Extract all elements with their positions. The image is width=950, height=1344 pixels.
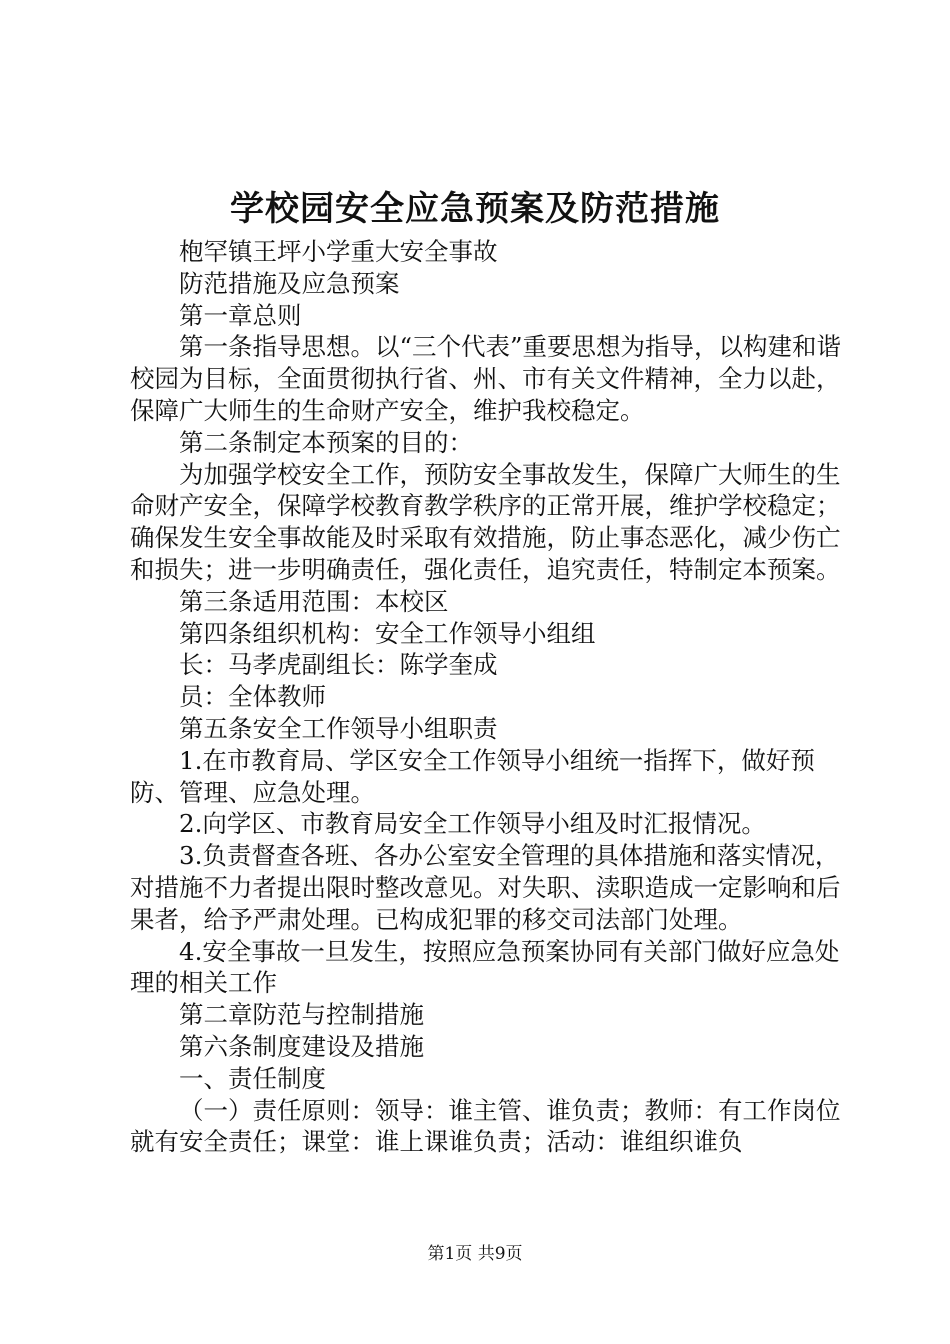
paragraph: 第六条制度建设及措施	[179, 1031, 424, 1061]
paragraph: 防范措施及应急预案	[179, 268, 400, 298]
paragraph: 第一条指导思想。以“三个代表”重要思想为指导，以构建和谐校园为目标，全面贯彻执行省、州、市有关文件精神，全力以赴，保障广大师生的生命财产安全，维护我校稳定。	[130, 332, 842, 425]
page-footer: 第1页 共9页	[427, 1244, 523, 1264]
paragraph: 第一章总则	[179, 300, 302, 330]
paragraph: 2.向学区、市教育局安全工作领导小组及时汇报情况。	[179, 809, 766, 839]
paragraph: 长：马孝虎副组长：陈学奎成	[179, 650, 498, 680]
paragraph: 4.安全事故一旦发生，按照应急预案协同有关部门做好应急处理的相关工作	[130, 936, 840, 998]
paragraph: 员：全体教师	[179, 682, 326, 712]
paragraph: 第二章防范与控制措施	[179, 1000, 424, 1030]
paragraph: 第四条组织机构：安全工作领导小组组	[179, 618, 596, 648]
document-body	[130, 236, 842, 1158]
paragraph: 枹罕镇王坪小学重大安全事故	[179, 237, 498, 266]
paragraph: 为加强学校安全工作，预防安全事故发生，保障广大师生的生命财产安全，保障学校教育教学秩序的正常开展，维护学校稳定；确保发生安全事故能及时采取有效措施，防止事态恶化，减少伤亡和损失；进一步明确责任，强化责任，追究责任，特制定本预案。	[130, 459, 841, 584]
paragraph: （一）责任原则：领导：谁主管、谁负责；教师：有工作岗位就有安全责任；课堂：谁上课谁负责；活动：谁组织谁负	[130, 1095, 841, 1157]
paragraph: 第二条制定本预案的目的：	[179, 427, 473, 457]
paragraph: 第三条适用范围：本校区	[179, 586, 449, 616]
paragraph: 1.在市教育局、学区安全工作领导小组统一指挥下，做好预防、管理、应急处理。	[130, 745, 815, 807]
paragraph: 第五条安全工作领导小组职责	[179, 713, 498, 743]
paragraph: 一、责任制度	[179, 1063, 326, 1093]
document-title: 学校园安全应急预案及防范措施	[230, 189, 720, 229]
paragraph: 3.负责督查各班、各办公室安全管理的具体措施和落实情况，对措施不力者提出限时整改意见。对失职、渎职造成一定影响和后果者，给予严肃处理。已构成犯罪的移交司法部门处理。	[130, 841, 841, 934]
